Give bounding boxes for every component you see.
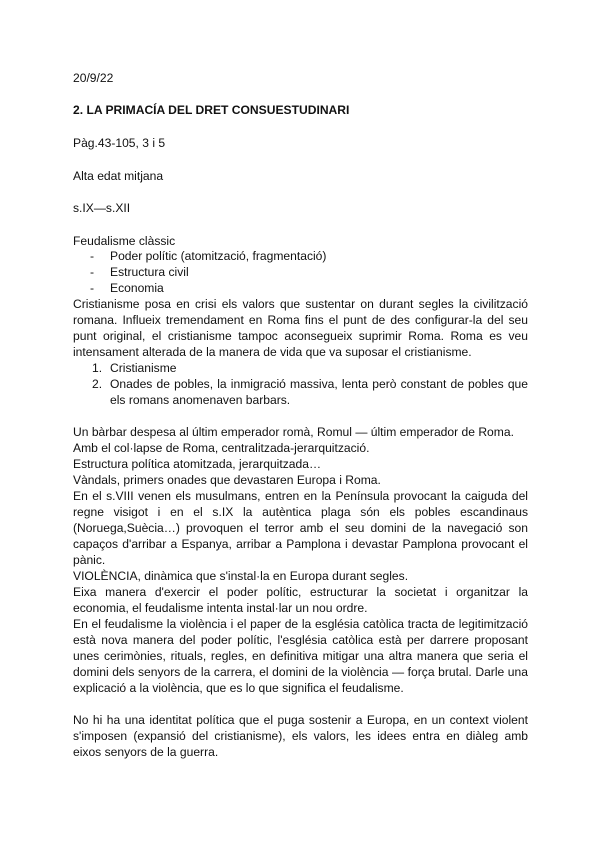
paragraph-line: regne visigot i en el s.IX la autèntica plaga són els pobles escandinaus	[73, 505, 528, 519]
paragraph-line: Estructura política atomitzada, jerarquitzada…	[73, 457, 322, 471]
paragraph-line: Un bàrbar despesa al últim emperador romà, Romul — últim emperador de Roma.	[73, 425, 514, 439]
paragraph-line: VIOLÈNCIA, dinàmica que s'instal·la en Europa durant segles.	[73, 569, 409, 583]
paragraph-line: intensament alterada de la manera de vida que va suposar el cristianisme.	[73, 345, 472, 359]
paragraph-line: No hi ha una identitat política que el puga sostenir a Europa, en un context violent	[73, 713, 528, 727]
bullet-item: Poder polític (atomització, fragmentació)	[110, 249, 327, 263]
page-reference: Pàg.43-105, 3 i 5	[73, 136, 166, 150]
paragraph-line: Eixa manera d'exercir el poder polític, estructurar la societat i organitzar la	[73, 585, 528, 599]
bullet-dash: -	[90, 249, 95, 263]
list-item: Onades de pobles, la inmigració massiva, lenta però constant de pobles que	[110, 377, 528, 391]
period: Alta edat mitjana	[73, 169, 164, 183]
list-item: Cristianisme	[110, 361, 177, 375]
bullet-item: Estructura civil	[110, 265, 189, 279]
paragraph-line: explicació a la violència, que es lo que significa el feudalisme.	[73, 681, 404, 695]
paragraph-line: economia, el feudalisme intenta instal·lar un nou ordre.	[73, 601, 368, 615]
paragraph-line: pànic.	[73, 553, 106, 567]
paragraph-line: unes cerimònies, rituals, regles, en definitiva mitigar una altra manera que seria el	[73, 649, 528, 663]
bullet-dash: -	[90, 281, 95, 295]
section-title: Feudalisme clàssic	[73, 234, 176, 248]
list-item-continued: els romans anomenaven barbars.	[110, 393, 291, 407]
paragraph-line: punt original, el cristianisme tampoc aconsegueix suprimir Roma. Roma es veu	[73, 329, 528, 343]
bullet-dash: -	[90, 265, 95, 279]
paragraph-line: romana. Influeix tremendament en Roma fins el punt de des configurar-la del seu	[73, 313, 528, 327]
paragraph-line: s'imposen (expansió del cristianisme), els valors, les idees entra en diàleg amb	[73, 729, 528, 743]
paragraph-line: (Noruega,Suècia…) provoquen el terror amb el seu domini de la navegació son	[73, 521, 528, 535]
list-number: 2.	[92, 377, 103, 391]
bullet-item: Economia	[110, 281, 164, 295]
date: 20/9/22	[73, 71, 114, 85]
paragraph-line: està nova manera del poder polític, l'església catòlica està per darrere proposant	[73, 633, 528, 647]
centuries: s.IX—s.XII	[73, 201, 131, 215]
paragraph-line: Amb el col·lapse de Roma, centralitzada-jerarquització.	[73, 441, 370, 455]
paragraph-line: Cristianisme posa en crisi els valors que sustentar on durant segles la civilització	[73, 297, 528, 311]
paragraph-line: Vàndals, primers onades que devastaren Europa i Roma.	[73, 473, 381, 487]
paragraph-line: eixos senyors de la guerra.	[73, 745, 219, 759]
paragraph-line: En el s.VIII venen els musulmans, entren en la Península provocant la caiguda del	[73, 489, 528, 503]
heading: 2. LA PRIMACÍA DEL DRET CONSUESTUDINARI	[73, 103, 350, 117]
paragraph-line: capaços d'arribar a Espanya, arribar a Pamplona i devastar Pamplona provocant el	[73, 537, 528, 551]
paragraph-line: domini dels senyors de la carrera, el domini de la violència — força brutal. Darle una	[73, 665, 528, 679]
paragraph-line: En el feudalisme la violència i el paper de la església catòlica tracta de legitimització	[73, 617, 528, 631]
list-number: 1.	[92, 361, 103, 375]
